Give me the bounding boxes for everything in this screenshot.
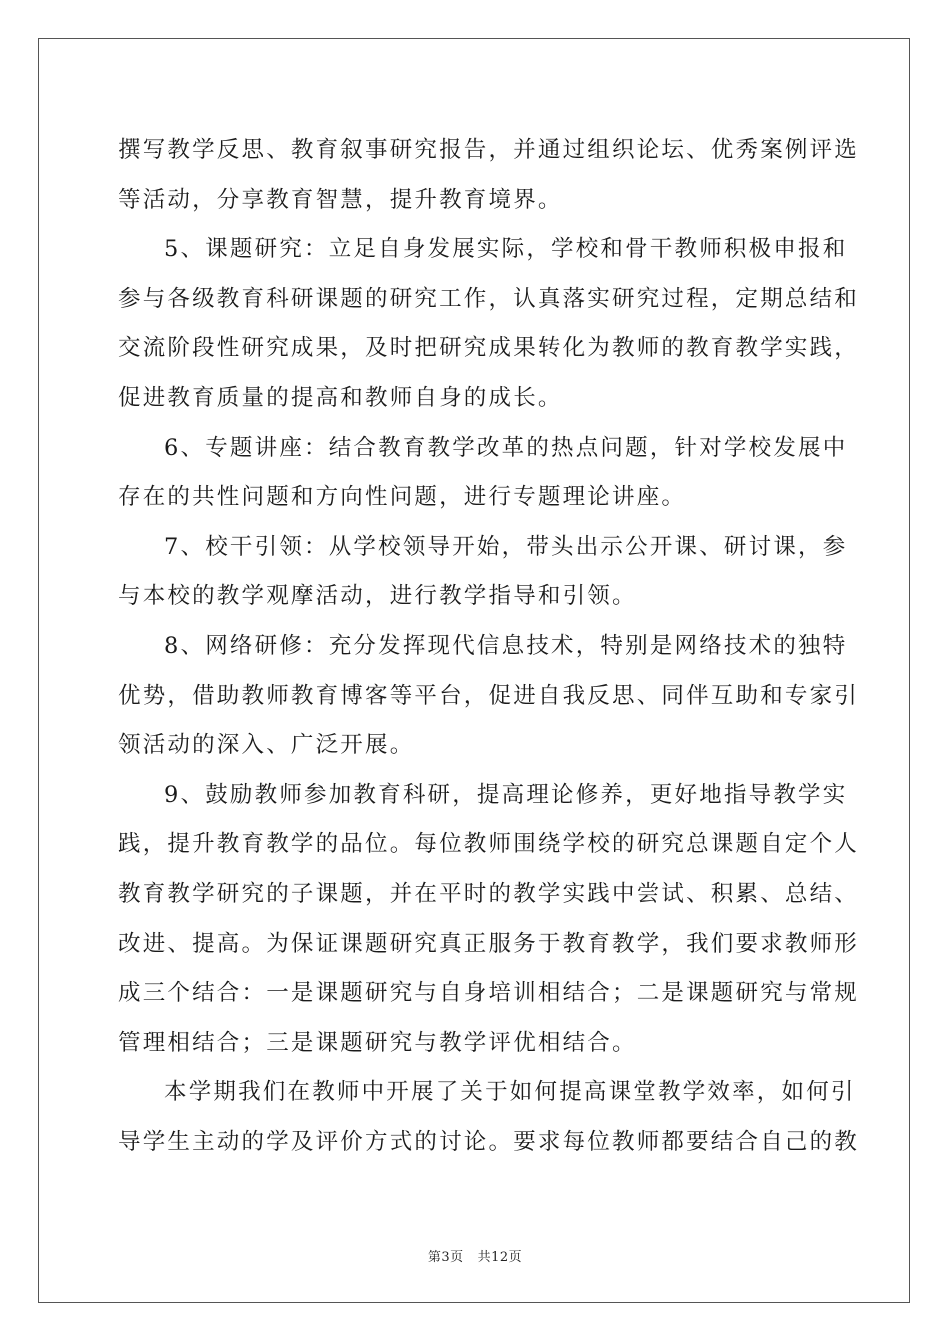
text-line: 参与各级教育科研课题的研究工作，认真落实研究过程，定期总结和: [118, 285, 860, 312]
text-line: 本学期我们在教师中开展了关于如何提高课堂教学效率，如何引: [164, 1079, 856, 1106]
text-line: 促进教育质量的提高和教师自身的成长。: [118, 384, 563, 411]
text-line: 优势，借助教师教育博客等平台，促进自我反思、同伴互助和专家引: [118, 682, 860, 709]
text-line: 9、鼓励教师参加教育科研，提高理论修养，更好地指导教学实: [164, 781, 848, 808]
paragraph-semester: [118, 1068, 860, 1167]
text-line: 领活动的深入、广泛开展。: [118, 732, 415, 759]
text-line: 5、课题研究：立足自身发展实际，学校和骨干教师积极申报和: [164, 236, 848, 263]
paragraph-reflection: [118, 126, 860, 225]
paragraph-item-5: [118, 225, 860, 423]
text-line: 与本校的教学观摩活动，进行教学指导和引领。: [118, 583, 637, 610]
document-body: [118, 126, 860, 1167]
paragraph-item-6: [118, 424, 848, 523]
text-line: 教育教学研究的子课题，并在平时的教学实践中尝试、积累、总结、: [118, 880, 860, 907]
text-line: 管理相结合；三是课题研究与教学评优相结合。: [118, 1029, 637, 1056]
page-number: 第3页: [427, 1250, 464, 1265]
text-line: 存在的共性问题和方向性问题，进行专题理论讲座。: [118, 484, 687, 511]
text-line: 7、校干引领：从学校领导开始，带头出示公开课、研讨课，参: [164, 533, 848, 560]
paragraph-item-7: [118, 523, 848, 622]
page-footer: [0, 1246, 950, 1265]
text-line: 成三个结合：一是课题研究与自身培训相结合；二是课题研究与常规: [118, 980, 860, 1007]
total-pages: 共12页: [477, 1250, 523, 1265]
paragraph-item-8: [118, 622, 860, 771]
text-line: 等活动，分享教育智慧，提升教育境界。: [118, 186, 563, 213]
text-line: 8、网络研修：充分发挥现代信息技术，特别是网络技术的独特: [164, 632, 848, 659]
text-line: 6、专题讲座：结合教育教学改革的热点问题，针对学校发展中: [164, 434, 848, 461]
text-line: 交流阶段性研究成果，及时把研究成果转化为教师的教育教学实践，: [118, 335, 860, 362]
text-line: 践，提升教育教学的品位。每位教师围绕学校的研究总课题自定个人: [118, 831, 860, 858]
text-line: 导学生主动的学及评价方式的讨论。要求每位教师都要结合自己的教: [118, 1128, 860, 1155]
text-line: 撰写教学反思、教育叙事研究报告，并通过组织论坛、优秀案例评选: [118, 137, 860, 163]
text-line: 改进、提高。为保证课题研究真正服务于教育教学，我们要求教师形: [118, 930, 860, 957]
paragraph-item-9: [118, 771, 860, 1069]
